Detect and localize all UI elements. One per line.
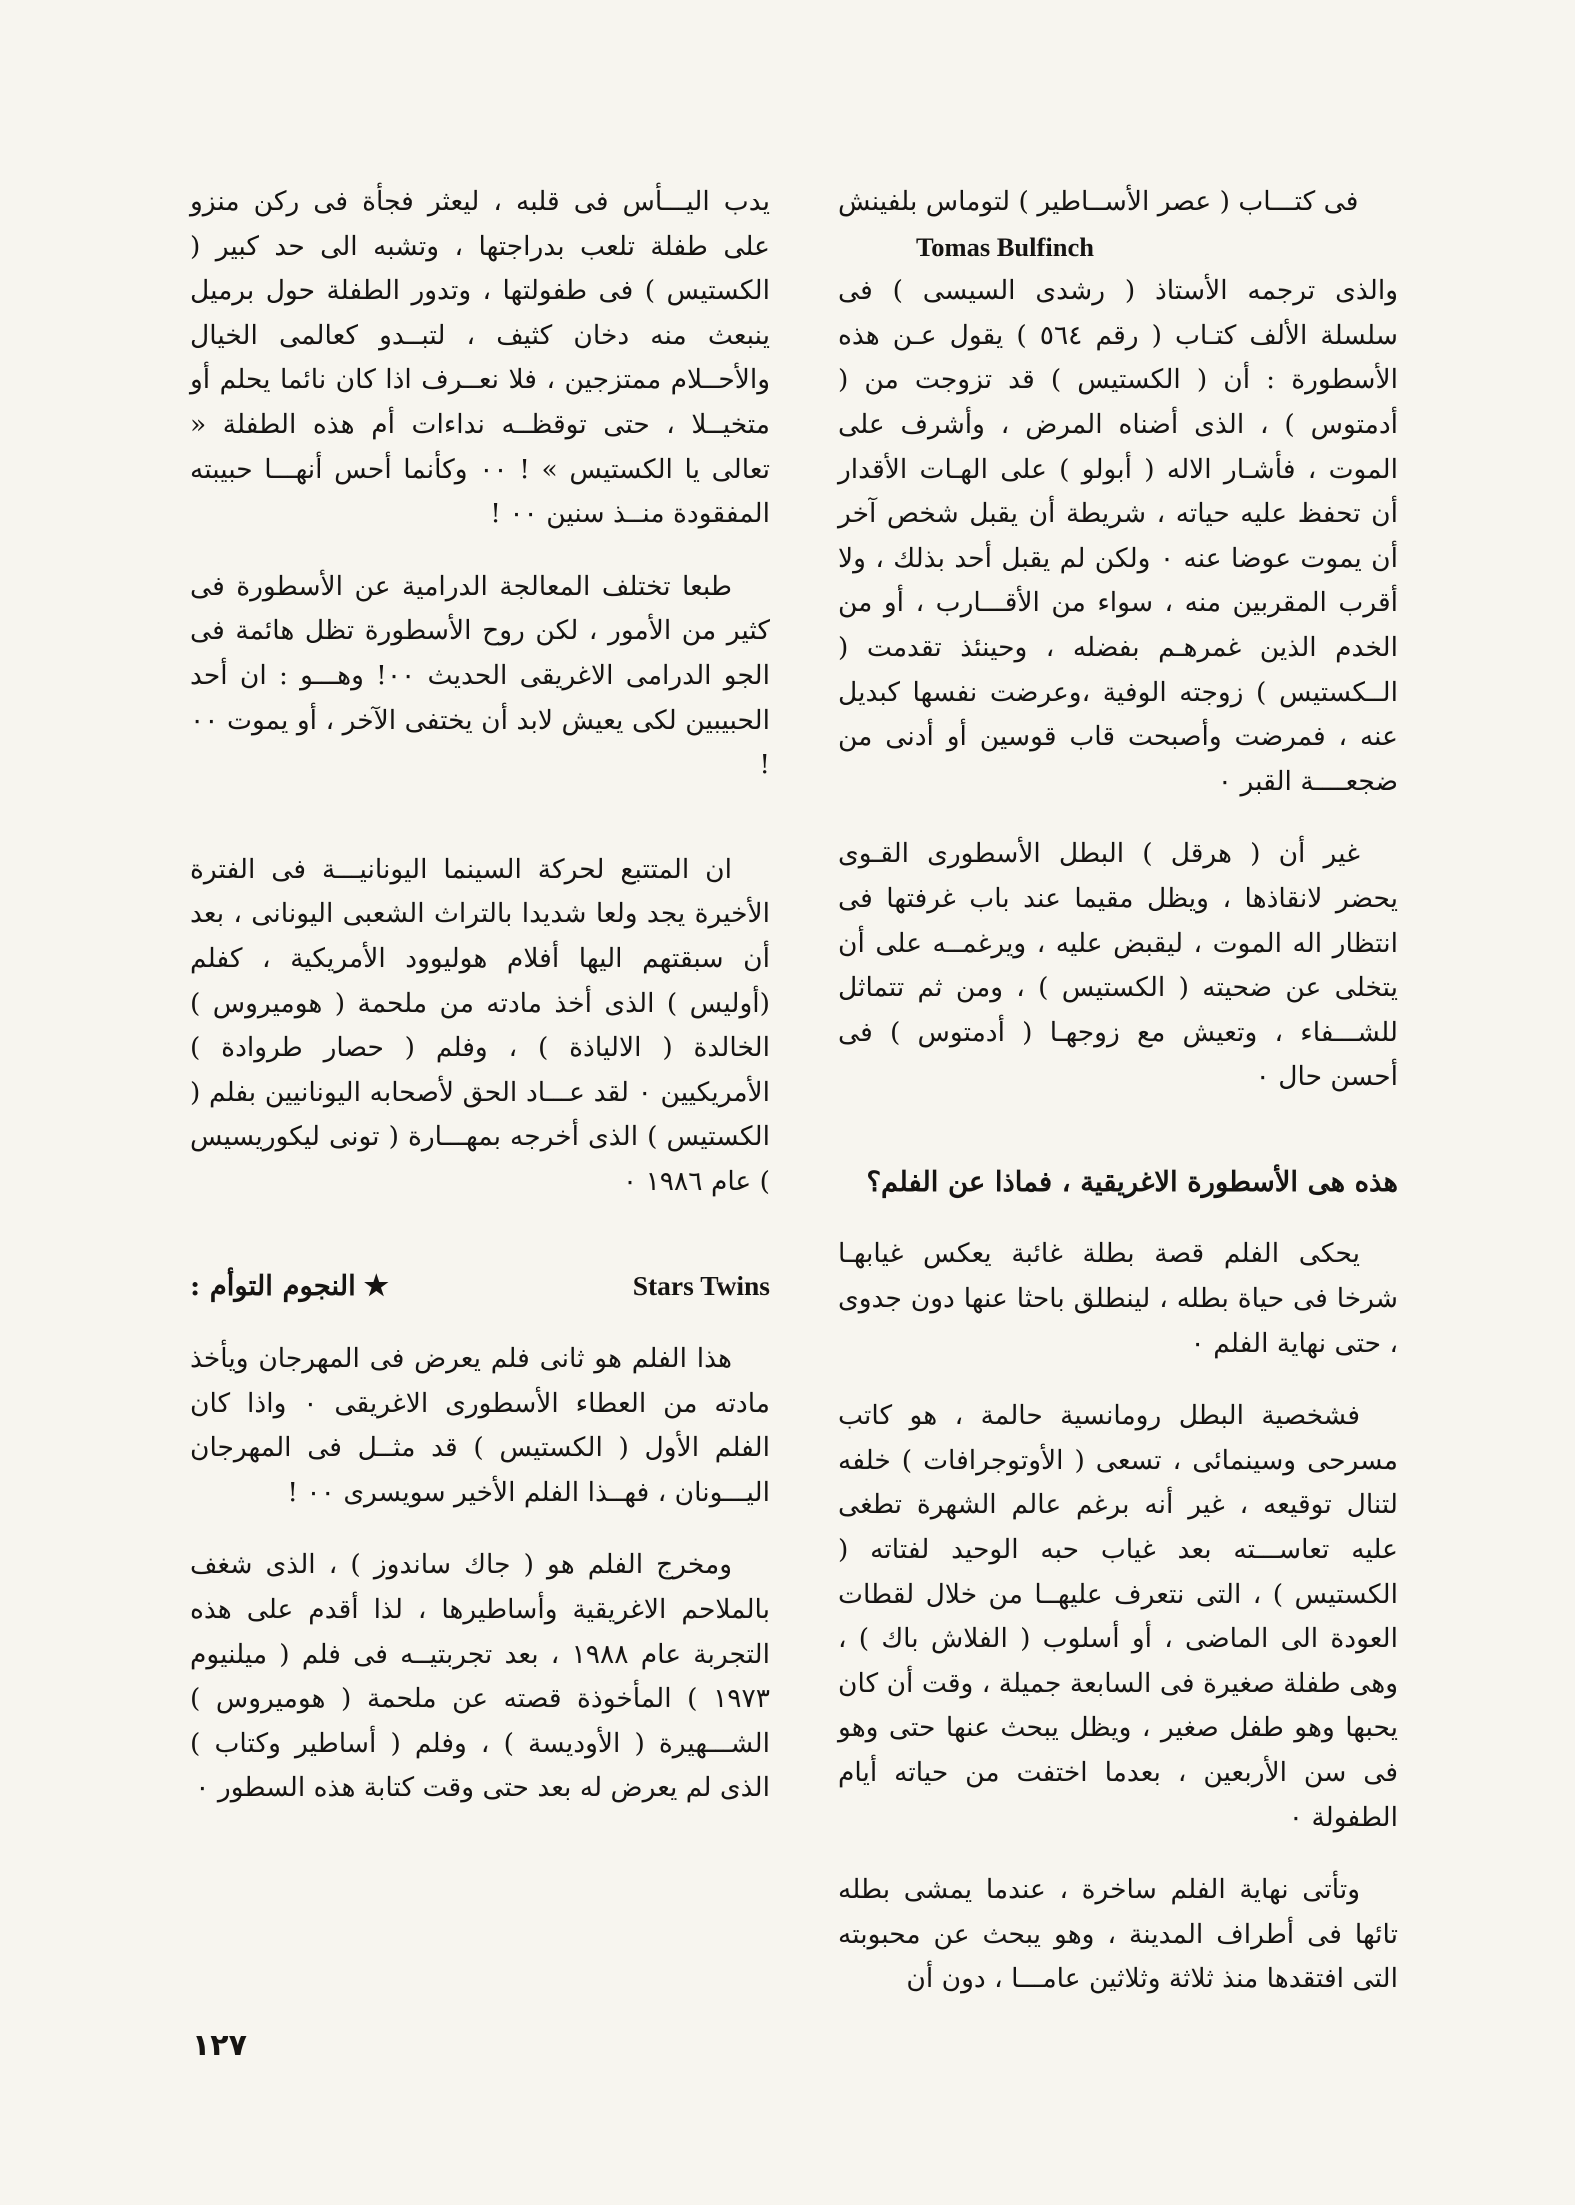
left-paragraph-5: ومخرج الفلم هو ( جاك ساندوز ) ، الذى شغف بالملاحم الاغريقية وأساطيرها ، لذا أقدم على هذه التجربة عام ١٩٨٨ ، بعد تجربتيــه فى فلم ( ميلنيوم ١٩٧٣ ) المأخوذة قصته عن ملحمة ( هوميروس ) الشـــهيرة ( الأوديسة ) ، وفلم ( أساطير وكتاب ) الذى لم يعرض له بعد حتى وقت كتابة هذه السطور ٠ — [190, 1549, 770, 1804]
right-paragraph-3: يحكى الفلم قصة بطلة غائبة يعكس غيابهـا شرخا فى حياة بطله ، لينطلق باحثا عنها دون جدوى ، حتى نهاية الفلم ٠ — [838, 1238, 1398, 1359]
right-paragraph-1-rest: والذى ترجمه الأستاذ ( رشدى السيسى ) فى سلسلة الألف كتـاب ( رقم ٥٦٤ ) يقول عـن هذه الأسطورة : أن ( الكستيس ) قد تزوجت من ( أدمتوس ) ، الذى أضناه المرض ، وأشرف على الموت ، فأشـار الاله ( أبولو ) على الهـات الأقدار أن تحفظ عليه حياته ، شريطة أن يقبل شخص آخر أن يموت عوضا عنه ٠ ولكن لم يقبل أحد بذلك ، ولا أقرب المقربين منه ، سواء من الأقـــارب ، أو من الخدم الذين غمرهـم بفضله ، وحينئذ تقدمت ( الــكستيس ) زوجته الوفية ،وعرضت نفسها كبديل عنه ، فمرضت وأصبحت قاب قوسين أو أدنى من ضجعــــة القبر ٠ — [838, 275, 1398, 797]
heading-latin: Stars Twins — [632, 1270, 770, 1302]
page-number: ١٢٧ — [192, 2028, 247, 2063]
left-column — [190, 180, 770, 1811]
latin-name-bulfinch: Tomas Bulfinch — [916, 231, 1094, 262]
right-column — [838, 180, 1398, 2002]
right-paragraph-4: فشخصية البطل رومانسية حالمة ، هو كاتب مسرحى وسينمائى ، تسعى ( الأوتوجرافات ) خلفه لتنال توقيعه ، غير أنه برغم عالم الشهرة تطغى عليه تعاســـته بعد غياب حبه الوحيد لفتاته ( الكستيس ) ، التى نتعرف عليهــا من خلال لقطات العودة الى الماضى ، أو أسلوب ( الفلاش باك ) ، وهى طفلة صغيرة فى السابعة جميلة ، وقت أن كان يحبها وهو طفل صغير ، ويظل يبحث عنها حتى وهو فى سن الأربعين ، بعدما اختفت من حياته أيام الطفولة ٠ — [838, 1400, 1398, 1833]
right-paragraph-2: غير أن ( هرقل ) البطل الأسطورى القـوى يحضر لانقاذها ، ويظل مقيما عند باب غرفتها فى انتظار اله الموت ، ليقبض عليه ، ويرغمــه على أن يتخلى عن ضحيته ( الكستيس ) ، ومن ثم تتماثل للشـــفاء ، وتعيش مع زوجهـا ( أدمتوس ) فى أحسن حال ٠ — [838, 838, 1398, 1093]
section-heading-stars-twins — [190, 1264, 770, 1309]
section-heading-film: هذه هى الأسطورة الاغريقية ، فماذا عن الفلم؟ — [866, 1165, 1398, 1198]
heading-arabic-wrap — [190, 1264, 389, 1309]
bulfinch-line — [838, 180, 1398, 225]
right-paragraph-1 — [838, 180, 1398, 804]
star-icon: ★ — [363, 1269, 389, 1303]
left-paragraph-3: ان المتتبع لحركة السينما اليونانيـــة فى الفترة الأخيرة يجد ولعا شديدا بالتراث الشعبى اليونانى ، بعد أن سبقتهم اليها أفلام هوليوود الأمريكية ، كفلم (أوليس ) الذى أخذ مادته من ملحمة ( هوميروس ) الخالدة ( الالياذة ) ، وفلم ( حصار طروادة ) الأمريكيين ٠ لقد عـــاد الحق لأصحابه اليونانيين بفلم ( الكستيس ) الذى أخرجه بمهـــارة ( تونى ليكوريسيس ) عام ١٩٨٦ ٠ — [190, 853, 770, 1197]
left-paragraph-1: يدب اليـــأس فى قلبه ، ليعثر فجأة فى ركن منزو على طفلة تلعب بدراجتها ، وتشبه الى حد كبير ( الكستيس ) فى طفولتها ، وتدور الطفلة حول برميل ينبعث منه دخان كثيف ، لتبــدو كعالمى الخيال والأحــلام ممتزجين ، فلا نعــرف اذا كان نائما يحلم أو متخيــلا ، حتى توقظــه نداءات أم هذه الطفلة « تعالى يا الكستيس » ! ٠٠ وكأنما أحس أنهـــا حبيبته المفقودة منــذ سنين ٠٠ ! — [190, 186, 770, 530]
right-paragraph-1-text: فى كتـــاب ( عصر الأســاطير ) لتوماس بلفينش — [838, 186, 1359, 217]
left-paragraph-4: هذا الفلم هو ثانى فلم يعرض فى المهرجان ويأخذ مادته من العطاء الأسطورى الاغريقى ٠ واذا كان الفلم الأول ( الكستيس ) قد مثــل فى المهرجان اليـــونان ، فهــذا الفلم الأخير سويسرى ٠٠ ! — [190, 1343, 770, 1508]
heading-arabic: النجوم التوأم : — [190, 1270, 356, 1303]
right-paragraph-5: وتأتى نهاية الفلم ساخرة ، عندما يمشى بطله تائها فى أطراف المدينة ، وهو يبحث عن محبوبته التى افتقدها منذ ثلاثة وثلاثين عامـــا ، دون أن — [838, 1874, 1398, 1995]
left-paragraph-2: طبعا تختلف المعالجة الدرامية عن الأسطورة فى كثير من الأمور ، لكن روح الأسطورة تظل هائمة فى الجو الدرامى الاغريقى الحديث ٠٠! وهـــو : ان أحد الحبيبين لكى يعيش لابد أن يختفى الآخر ، أو يموت ٠٠ ! — [190, 570, 770, 781]
